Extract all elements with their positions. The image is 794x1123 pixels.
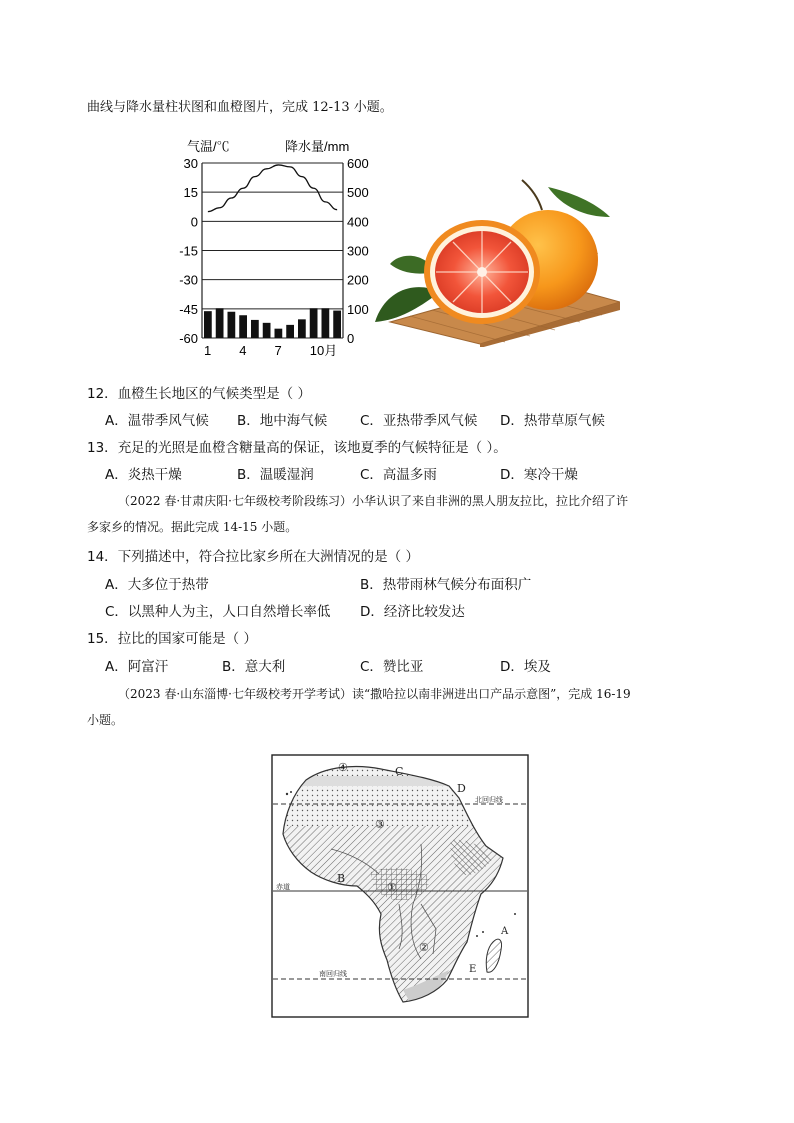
option-b[interactable]: B．温暖湿润 — [237, 467, 314, 483]
precipitation-tick-label: 300 — [347, 243, 369, 259]
option-b[interactable]: B．意大利 — [222, 659, 286, 675]
option-c[interactable]: C．赞比亚 — [360, 659, 424, 675]
option-a[interactable]: A．炎热干燥 — [105, 467, 182, 483]
option-b[interactable]: B．地中海气候 — [237, 413, 328, 429]
month-tick-label: 1 — [204, 343, 212, 358]
temperature-tick-label: 15 — [183, 185, 198, 201]
equator-label: 赤道 — [276, 883, 290, 891]
option-d[interactable]: D．埃及 — [500, 659, 551, 675]
question-number: 14． — [87, 549, 118, 565]
question-stem: 拉比的国家可能是（ ） — [117, 631, 257, 647]
precipitation-bar — [216, 308, 224, 338]
context-16-19-line-1: （2023 春·山东淄博·七年级校考开学考试）读“撒哈拉以南非洲进出口产品示意图”，完成 16-19 — [118, 687, 631, 701]
option-d[interactable]: D．热带草原气候 — [500, 413, 605, 429]
context-16-19-line-2: 小题。 — [87, 713, 124, 727]
map-label-3: ③ — [375, 818, 385, 831]
option-c[interactable]: C．高温多雨 — [360, 467, 437, 483]
option-d[interactable]: D．寒冷干燥 — [500, 467, 578, 483]
precipitation-bar — [204, 311, 212, 338]
temperature-curve — [208, 165, 337, 212]
precipitation-tick-label: 200 — [347, 272, 369, 288]
temperature-tick-label: -30 — [179, 272, 198, 288]
context-14-15-line-2: 多家乡的情况。据此完成 14-15 小题。 — [87, 520, 298, 534]
map-label-4: ④ — [338, 761, 348, 774]
question-15 — [87, 627, 257, 647]
tropic-of-capricorn-label: 南回归线 — [319, 970, 347, 978]
option-a[interactable]: A．阿富汗 — [105, 659, 169, 675]
temperature-tick-label: -60 — [179, 331, 198, 346]
precipitation-tick-label: 0 — [347, 331, 355, 346]
temperature-tick-label: 30 — [183, 156, 198, 171]
option-a[interactable]: A．大多位于热带 — [105, 577, 209, 593]
climate-chart — [165, 133, 385, 358]
map-label-e: E — [469, 964, 477, 975]
precipitation-tick-label: 600 — [347, 156, 369, 171]
month-tick-label: 10月 — [309, 343, 338, 358]
temperature-tick-label: -15 — [179, 243, 198, 259]
precipitation-tick-label: 400 — [347, 214, 369, 230]
option-b[interactable]: B．热带雨林气候分布面积广 — [360, 577, 532, 593]
precipitation-tick-label: 500 — [347, 185, 369, 201]
precipitation-bar — [286, 325, 294, 338]
month-tick-label: 7 — [274, 343, 282, 358]
option-d[interactable]: D．经济比较发达 — [360, 604, 465, 620]
precipitation-bar — [333, 311, 341, 338]
precipitation-bar — [228, 312, 236, 338]
question-number: 15． — [87, 631, 118, 647]
question-number: 13． — [87, 440, 118, 456]
precipitation-bar — [239, 315, 247, 338]
option-c[interactable]: C．亚热带季风气候 — [360, 413, 478, 429]
map-label-2: ② — [419, 941, 429, 954]
option-a[interactable]: A．温带季风气候 — [105, 413, 209, 429]
tropic-of-cancer-label: 北回归线 — [475, 796, 503, 804]
question-13 — [87, 436, 507, 456]
context-14-15-line-1: （2022 春·甘肃庆阳·七年级校考阶段练习）小华认识了来自非洲的黑人朋友拉比，拉比介绍了许 — [118, 494, 628, 508]
temperature-tick-label: 0 — [190, 214, 198, 230]
blood-orange-photo — [370, 172, 620, 347]
question-stem: 血橙生长地区的气候类型是（ ） — [117, 386, 311, 402]
question-number: 12． — [87, 386, 118, 402]
africa-map — [271, 754, 529, 1018]
precipitation-bar — [263, 323, 271, 338]
map-label-a: A — [501, 926, 509, 937]
precipitation-bar — [310, 308, 318, 338]
precipitation-tick-label: 100 — [347, 301, 369, 317]
question-14 — [87, 545, 419, 565]
precipitation-axis-label: 降水量/mm — [285, 139, 350, 154]
precipitation-bar — [251, 320, 259, 338]
intro-text: 曲线与降水量柱状图和血橙图片，完成 12-13 小题。 — [87, 100, 393, 115]
map-label-d: D — [457, 782, 466, 795]
precipitation-bar — [275, 329, 283, 338]
precipitation-bar — [322, 308, 330, 338]
map-label-c: C — [395, 765, 404, 778]
temperature-axis-label: 气温/℃ — [187, 139, 230, 154]
question-stem: 下列描述中，符合拉比家乡所在大洲情况的是（ ） — [117, 549, 419, 565]
precipitation-bar — [298, 319, 306, 338]
map-label-b: B — [337, 872, 346, 885]
temperature-tick-label: -45 — [179, 301, 198, 317]
option-c[interactable]: C．以黑种人为主，人口自然增长率低 — [105, 604, 331, 620]
map-label-1: ① — [387, 881, 397, 894]
month-tick-label: 4 — [239, 343, 247, 358]
question-12 — [87, 382, 311, 402]
question-stem: 充足的光照是血橙含糖量高的保证，该地夏季的气候特征是（ ）。 — [117, 440, 507, 456]
